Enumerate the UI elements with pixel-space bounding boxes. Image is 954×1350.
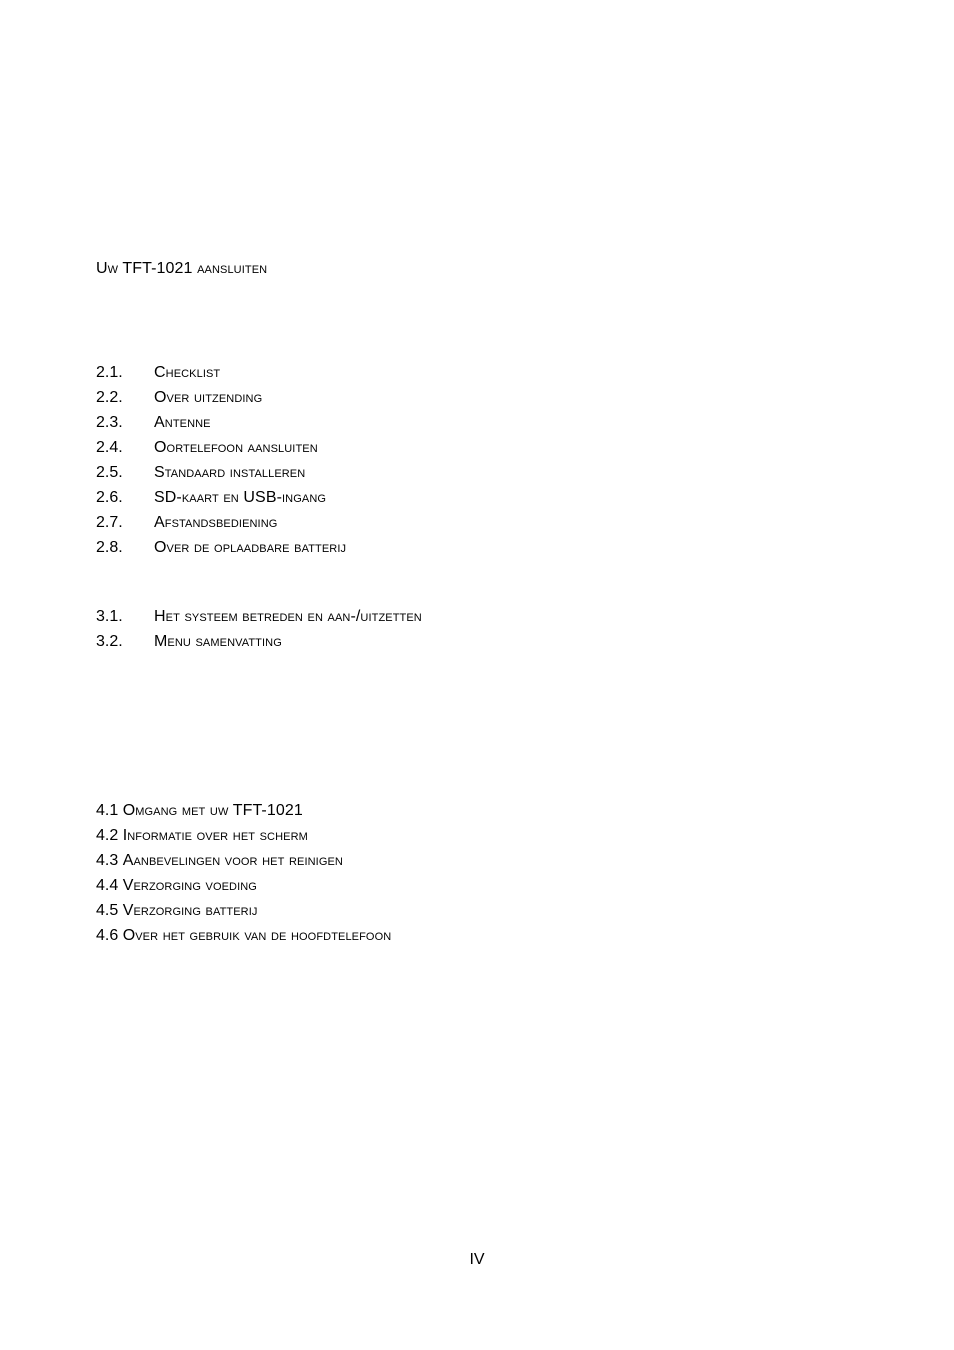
toc-entry-title: Over uitzending	[154, 389, 263, 406]
toc-entry-number: 4.6	[96, 927, 119, 944]
toc-entry-number: 2.5.	[96, 464, 123, 481]
toc-entry-number: 4.3	[96, 852, 119, 869]
toc-entry	[96, 926, 391, 946]
toc-entry-number: 3.2.	[96, 633, 123, 650]
toc-entry-title: Menu samenvatting	[154, 633, 282, 650]
toc-entry-number: 2.6.	[96, 489, 123, 506]
chapter-heading: Uw TFT-1021 aansluiten	[96, 260, 268, 277]
toc-entry	[96, 826, 308, 846]
toc-entry-number: 4.5	[96, 902, 119, 919]
toc-entry-number: 4.2	[96, 827, 119, 844]
toc-entry-title: SD-kaart en USB-ingang	[154, 489, 327, 506]
toc-entry-number: 4.4	[96, 877, 119, 894]
toc-entry-number: 2.1.	[96, 364, 123, 381]
toc-entry-title: Verzorging batterij	[122, 902, 258, 919]
toc-entry	[96, 801, 303, 821]
toc-entry-number: 2.4.	[96, 439, 123, 456]
toc-entry	[96, 901, 257, 921]
toc-entry-number: 2.7.	[96, 514, 123, 531]
toc-entry	[96, 851, 343, 871]
toc-entry-number: 2.8.	[96, 539, 123, 556]
toc-entry-title: Oortelefoon aansluiten	[154, 439, 318, 456]
toc-entry-title: Checklist	[154, 364, 221, 381]
toc-entry-title: Verzorging voeding	[122, 877, 257, 894]
toc-entry-number: 2.2.	[96, 389, 123, 406]
toc-entry-title: Aanbevelingen voor het reinigen	[122, 852, 343, 869]
toc-entry	[96, 876, 257, 896]
toc-entry-title: Over het gebruik van de hoofdtelefoon	[122, 927, 392, 944]
toc-entry-number: 4.1	[96, 802, 119, 819]
toc-entry-title: Afstandsbediening	[154, 514, 278, 531]
toc-entry-number: 2.3.	[96, 414, 123, 431]
toc-entry-title: Informatie over het scherm	[122, 827, 308, 844]
toc-entry-number: 3.1.	[96, 608, 123, 625]
toc-entry-title: Standaard installeren	[154, 464, 306, 481]
toc-entry-title: Het systeem betreden en aan-/uitzetten	[154, 608, 422, 625]
page-number: IV	[469, 1251, 485, 1268]
toc-entry-title: Antenne	[154, 414, 211, 431]
toc-entry-title: Omgang met uw TFT-1021	[122, 802, 303, 819]
toc-entry-title: Over de oplaadbare batterij	[154, 539, 347, 556]
